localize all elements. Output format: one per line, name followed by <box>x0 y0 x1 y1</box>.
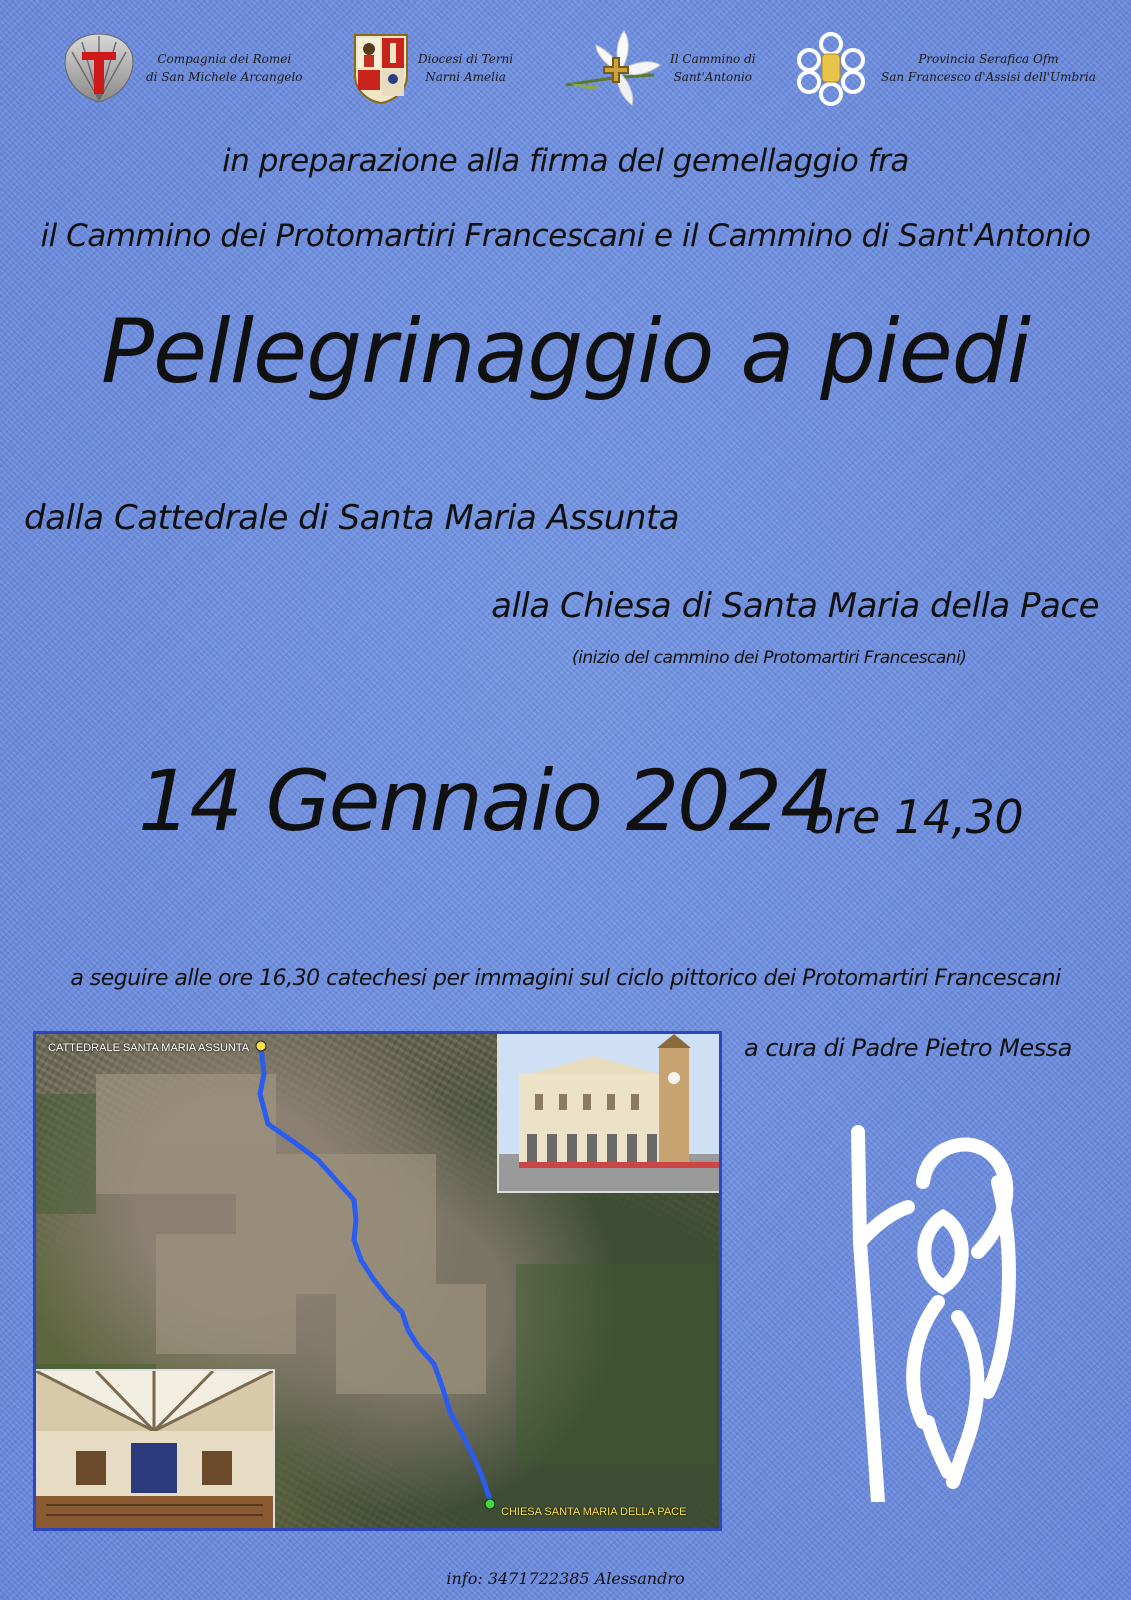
page-title: Pellegrinaggio a piedi <box>100 300 1031 403</box>
intro-line-2: il Cammino dei Protomartiri Francescani e il Cammino di Sant'Antonio <box>40 218 1091 254</box>
cathedral-image <box>499 1034 719 1191</box>
start-pin-icon <box>256 1041 266 1051</box>
pilgrim-icon <box>848 1122 1018 1502</box>
map-start-label: CATTEDRALE SANTA MARIA ASSUNTA <box>48 1042 250 1054</box>
logo-cammino-santantonio <box>562 28 756 108</box>
route-from: dalla Cattedrale di Santa Maria Assunta <box>24 498 680 538</box>
logo-diocesi-terni <box>352 28 513 108</box>
logo-line: di San Michele Arcangelo <box>146 70 303 84</box>
logo-diocesi-text <box>418 50 513 86</box>
follow-up-text: a seguire alle ore 16,30 catechesi per immagini sul ciclo pittorico dei Protomartiri Francescani <box>70 966 1061 991</box>
shell-tau-icon <box>60 32 138 104</box>
logo-line: Il Cammino di <box>670 52 756 66</box>
logo-line: Sant'Antonio <box>673 70 753 84</box>
end-pin-icon <box>485 1499 495 1509</box>
route-note: (inizio del cammino dei Protomartiri Francescani) <box>572 648 967 668</box>
contact-info: info: 3471722385 Alessandro <box>446 1569 685 1588</box>
curator-text: a cura di Padre Pietro Messa <box>744 1034 1072 1062</box>
logo-compagnia-romei-text <box>146 50 303 86</box>
logo-line: Narni Amelia <box>425 70 506 84</box>
diocese-coat-of-arms-icon <box>352 31 410 105</box>
logo-cammino-text <box>670 50 756 86</box>
franciscan-knot-icon <box>795 30 867 106</box>
logo-compagnia-romei <box>60 28 303 108</box>
map-end-label: CHIESA SANTA MARIA DELLA PACE <box>501 1506 687 1518</box>
route-to: alla Chiesa di Santa Maria della Pace <box>491 586 1099 626</box>
event-time: ore 14,30 <box>806 790 1024 844</box>
logo-provincia-text <box>881 50 1096 86</box>
route-map <box>33 1031 722 1531</box>
lily-cross-icon <box>562 29 662 107</box>
logo-line: Provincia Serafica Ofm <box>918 52 1059 66</box>
logo-line: Diocesi di Terni <box>418 52 514 66</box>
logo-line: Compagnia dei Romei <box>157 52 292 66</box>
intro-line-1: in preparazione alla firma del gemellaggio fra <box>222 143 909 179</box>
event-date: 14 Gennaio 2024 <box>138 752 832 850</box>
logo-line: San Francesco d'Assisi dell'Umbria <box>881 70 1096 84</box>
interior-photo <box>36 1369 275 1528</box>
logo-provincia-serafica <box>795 28 1096 108</box>
church-interior-image <box>36 1371 273 1528</box>
cathedral-photo <box>497 1034 719 1193</box>
